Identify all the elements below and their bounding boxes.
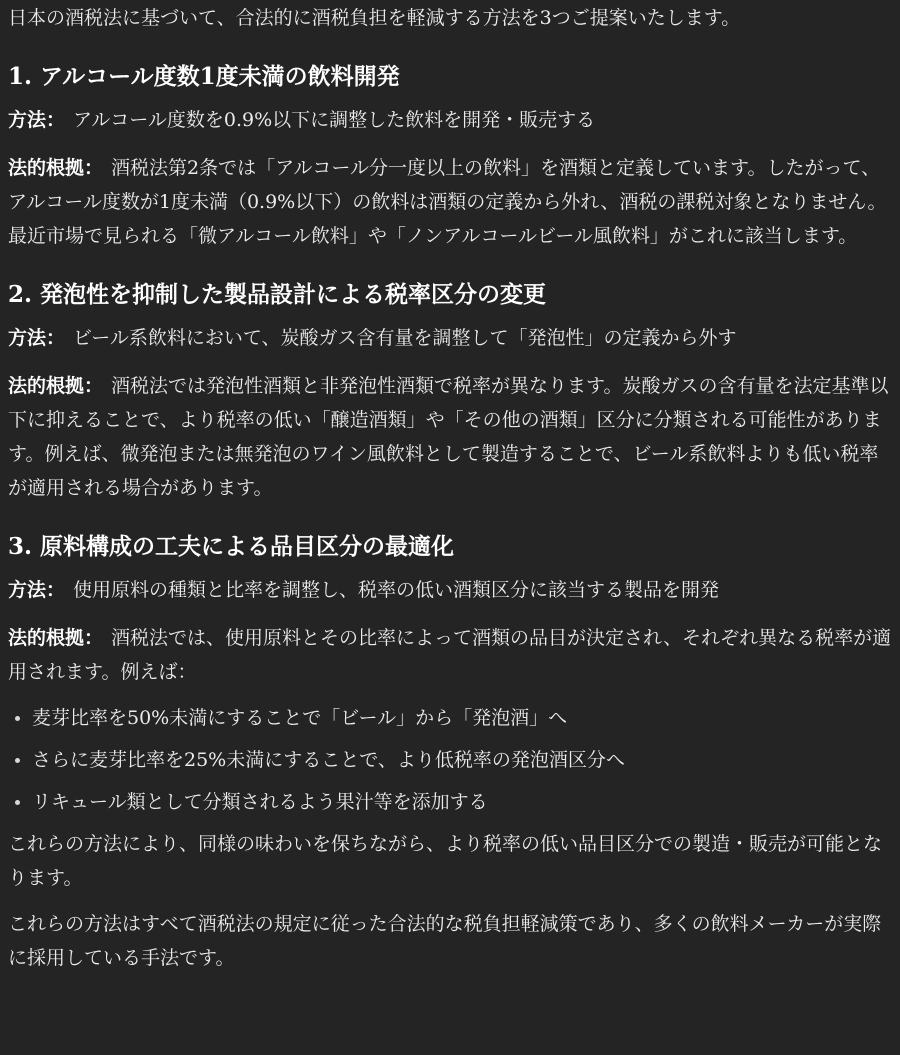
section-3-method <box>8 573 896 607</box>
basis-text: 酒税法第2条では「アルコール分一度以上の飲料」を酒類と定義しています。したがって、アルコール度数が1度未満（0.9%以下）の飲料は酒類の定義から外れ、酒税の課税対象となりません。最近市場で見られる「微アルコール飲料」や「ノンアルコールビール風飲料」がこれに該当します。 <box>8 157 887 247</box>
section-2-title: 2. 発泡性を抑制した製品設計による税率区分の変更 <box>8 281 547 308</box>
intro-paragraph: 日本の酒税法に基づいて、合法的に酒税負担を軽減する方法を3つご提案いたします。 <box>8 7 741 29</box>
section-1-basis <box>8 151 896 253</box>
section-2-basis <box>8 369 896 505</box>
method-label: 方法： <box>8 327 66 349</box>
bullet-list <box>8 701 896 819</box>
basis-label: 法的根拠： <box>8 375 104 397</box>
basis-text: 酒税法では発泡性酒類と非発泡性酒類で税率が異なります。炭酸ガスの含有量を法定基準以下に抑えることで、より税率の低い「醸造酒類」や「その他の酒類」区分に分類される可能性があります。例えば、微発泡または無発泡のワイン風飲料として製造することで、ビール系飲料よりも低い税率が適用される場合があります。 <box>8 375 889 499</box>
list-item: リキュール類として分類されるよう果汁等を添加する <box>8 785 896 819</box>
basis-text: 酒税法では、使用原料とその比率によって酒類の品目が決定され、それぞれ異なる税率が適用されます。例えば： <box>8 627 892 683</box>
section-1 <box>8 59 896 253</box>
basis-label: 法的根拠： <box>8 627 104 649</box>
section-1-method <box>8 103 896 137</box>
section-1-title: 1. アルコール度数1度未満の飲料開発 <box>8 63 400 90</box>
method-label: 方法： <box>8 579 66 601</box>
method-text: 使用原料の種類と比率を調整し、税率の低い酒類区分に該当する製品を開発 <box>73 579 720 601</box>
basis-label: 法的根拠： <box>8 157 104 179</box>
method-label: 方法： <box>8 109 66 131</box>
list-item: さらに麦芽比率を25%未満にすることで、より低税率の発泡酒区分へ <box>8 743 896 777</box>
section-2-method <box>8 321 896 355</box>
conclusion-paragraph: これらの方法はすべて酒税法の規定に従った合法的な税負担軽減策であり、多くの飲料メーカーが実際に採用している手法です。 <box>8 913 882 969</box>
section-3 <box>8 529 896 819</box>
conclusion-paragraph: これらの方法により、同様の味わいを保ちながら、より税率の低い品目区分での製造・販売が可能となります。 <box>8 833 883 889</box>
method-text: アルコール度数を0.9%以下に調整した飲料を開発・販売する <box>73 109 596 131</box>
section-3-title: 3. 原料構成の工夫による品目区分の最適化 <box>8 533 455 560</box>
list-item: 麦芽比率を50%未満にすることで「ビール」から「発泡酒」へ <box>8 701 896 735</box>
section-2 <box>8 277 896 505</box>
method-text: ビール系飲料において、炭酸ガス含有量を調整して「発泡性」の定義から外す <box>73 327 737 349</box>
section-3-basis <box>8 621 896 689</box>
chat-response <box>0 1 900 1055</box>
